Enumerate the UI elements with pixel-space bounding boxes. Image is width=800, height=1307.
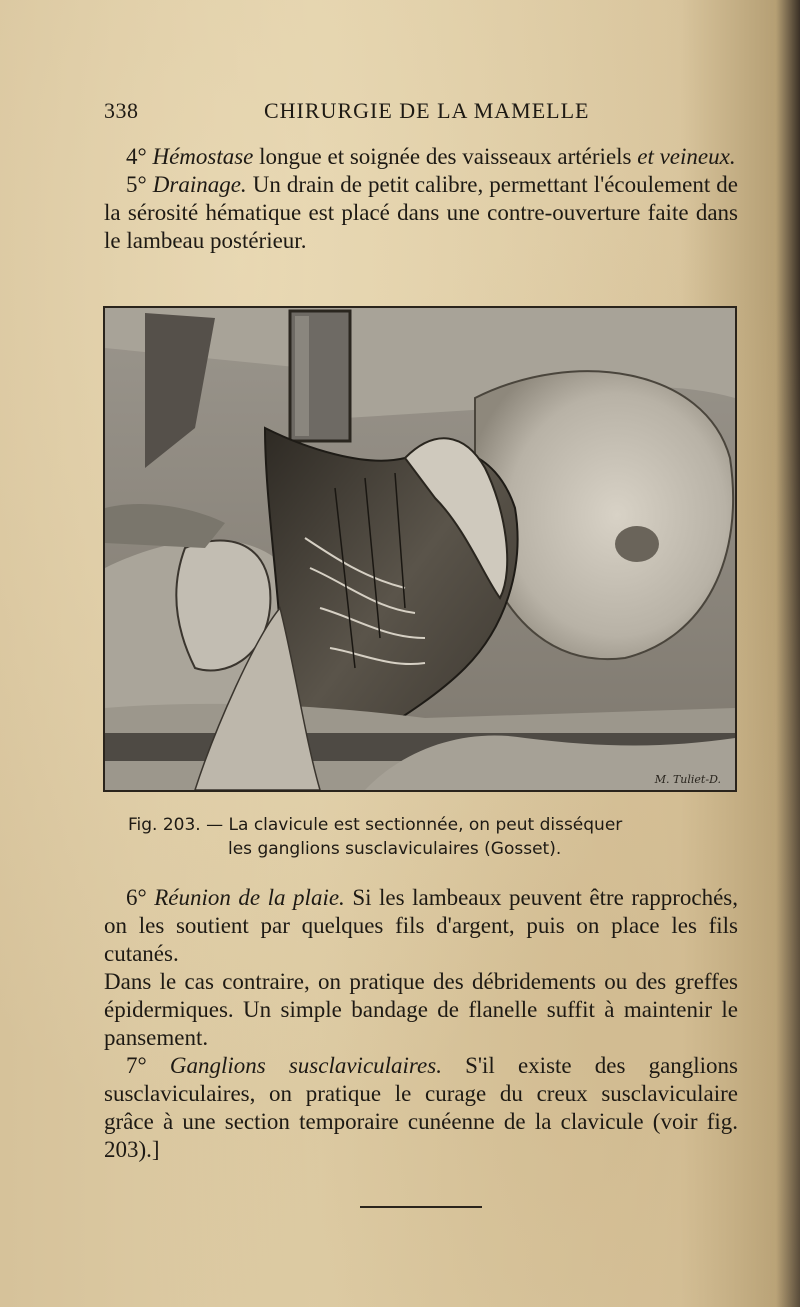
figure-caption <box>128 813 728 861</box>
caption-line-1: Fig. 203. — La clavicule est sectionnée, on peut disséquer <box>128 815 623 835</box>
running-head: CHIRURGIE DE LA MAMELLE <box>264 98 590 123</box>
section-end-rule <box>360 1206 482 1208</box>
section-title: Hémostase <box>152 144 254 169</box>
engraver-signature: M. Tuliet-D. <box>654 773 721 786</box>
page-header <box>104 98 736 128</box>
section-title: Drainage. <box>152 172 247 197</box>
paragraph-cas-contraire: Dans le cas contraire, on pratique des débridements ou des greffes épidermiques. Un simple bandage de flanelle suffit à maintenir le pansement. <box>104 969 738 1050</box>
page-number: 338 <box>104 98 139 123</box>
paragraph-drainage: 5° Drainage. Un drain de petit calibre, permettant l'écoulement de la sérosité hématique est placé dans une contre-ouverture faite dans le lambeau postérieur. <box>104 172 738 253</box>
section-title: Ganglions susclaviculaires. <box>169 1053 442 1078</box>
paragraph-hemostase: 4° Hémostase longue et soignée des vaisseaux artériels et veineux. <box>126 144 736 169</box>
paragraph-reunion: 6° Réunion de la plaie. Si les lambeaux peuvent être rapprochés, on les soutient par quelques fils d'argent, puis on place les fils cutanés. <box>104 885 738 966</box>
figure-illustration <box>103 306 737 792</box>
section-title: Réunion de la plaie. <box>154 885 345 910</box>
text-block-bottom <box>104 884 738 1164</box>
caption-line-2: les ganglions susclaviculaires (Gosset). <box>228 839 562 859</box>
section-title: et veineux. <box>637 144 736 169</box>
text-block-top <box>104 143 738 255</box>
surgical-engraving <box>105 308 735 790</box>
paragraph-ganglions: 7° Ganglions susclaviculaires. S'il existe des ganglions susclaviculaires, on pratique le curage du creux susclaviculaire grâce à une section temporaire cunéenne de la clavicule (voir fig. 203).] <box>104 1053 739 1162</box>
